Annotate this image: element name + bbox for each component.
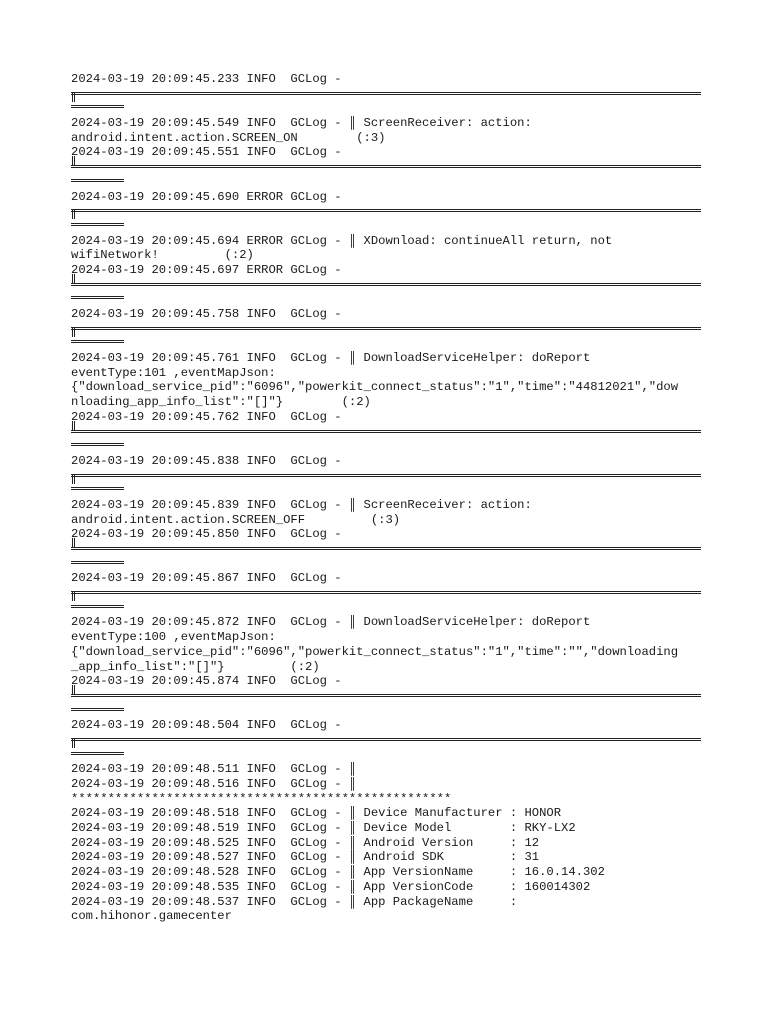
log-line: {"download_service_pid":"6096","powerkit_connect_status":"1","time":"44812021","dow (71, 380, 679, 395)
double-rule-stub (71, 296, 124, 299)
log-line: 2024-03-19 20:09:48.535 INFO GCLog - ║ App VersionCode : 160014302 (71, 879, 591, 894)
box-bottom-border (71, 542, 701, 557)
double-rule-stub (71, 105, 124, 108)
box-bottom-border (71, 278, 701, 293)
box-corner (72, 685, 75, 695)
log-line: wifiNetwork! (:2) (71, 248, 254, 263)
border-continuation (71, 601, 701, 616)
log-line: android.intent.action.SCREEN_ON (:3) (71, 130, 386, 145)
box-top-border (71, 204, 701, 219)
log-line: 2024-03-19 20:09:45.874 INFO GCLog - (71, 674, 342, 689)
log-line: eventType:100 ,eventMapJson: (71, 630, 276, 645)
log-line: **************************************************** (71, 791, 452, 806)
box-corner (72, 591, 75, 601)
double-rule (71, 165, 701, 168)
log-line: 2024-03-19 20:09:45.838 INFO GCLog - (71, 453, 342, 468)
double-rule (71, 92, 701, 95)
double-rule (71, 694, 701, 697)
log-line: 2024-03-19 20:09:45.839 INFO GCLog - ║ ScreenReceiver: action: (71, 497, 532, 512)
log-line: eventType:101 ,eventMapJson: (71, 365, 276, 380)
double-rule-stub (71, 179, 124, 182)
double-rule (71, 283, 701, 286)
box-bottom-border (71, 689, 701, 704)
box-corner (72, 92, 75, 102)
box-bottom-border (71, 425, 701, 440)
double-rule-stub (71, 487, 124, 490)
log-line: nloading_app_info_list":"[]"} (:2) (71, 395, 371, 410)
double-rule-stub (71, 223, 124, 226)
border-continuation (71, 175, 701, 190)
log-line: 2024-03-19 20:09:48.504 INFO GCLog - (71, 718, 342, 733)
double-rule (71, 591, 701, 594)
log-line: {"download_service_pid":"6096","powerkit_connect_status":"1","time":"","downloading (71, 644, 679, 659)
log-line: 2024-03-19 20:09:45.233 INFO GCLog - (71, 72, 342, 86)
box-corner (72, 738, 75, 748)
log-line: 2024-03-19 20:09:45.694 ERROR GCLog - ║ XDownload: continueAll return, not (71, 233, 613, 248)
log-line: 2024-03-19 20:09:45.872 INFO GCLog - ║ DownloadServiceHelper: doReport (71, 615, 591, 630)
border-continuation (71, 483, 701, 498)
box-corner (72, 209, 75, 219)
double-rule (71, 738, 701, 741)
log-line: 2024-03-19 20:09:48.537 INFO GCLog - ║ App PackageName : (71, 894, 518, 909)
border-continuation (71, 292, 701, 307)
double-rule-stub (71, 443, 124, 446)
log-line: _app_info_list":"[]"} (:2) (71, 659, 320, 674)
log-line: 2024-03-19 20:09:45.697 ERROR GCLog - (71, 262, 342, 277)
log-line: 2024-03-19 20:09:48.527 INFO GCLog - ║ Android SDK : 31 (71, 850, 540, 865)
box-corner (72, 538, 75, 548)
box-corner (72, 474, 75, 484)
box-top-border (71, 733, 701, 748)
log-line: 2024-03-19 20:09:48.528 INFO GCLog - ║ App VersionName : 16.0.14.302 (71, 865, 605, 880)
log-line: 2024-03-19 20:09:45.690 ERROR GCLog - (71, 189, 342, 204)
log-line: 2024-03-19 20:09:48.511 INFO GCLog - ║ (71, 762, 357, 777)
border-continuation (71, 748, 701, 763)
border-continuation (71, 219, 701, 234)
box-top-border (71, 586, 701, 601)
log-line: 2024-03-19 20:09:48.525 INFO GCLog - ║ Android Version : 12 (71, 835, 540, 850)
log-line: 2024-03-19 20:09:45.551 INFO GCLog - (71, 145, 342, 160)
log-line: 2024-03-19 20:09:45.549 INFO GCLog - ║ ScreenReceiver: action: (71, 116, 532, 131)
double-rule-stub (71, 340, 124, 343)
box-corner (72, 421, 75, 431)
double-rule (71, 430, 701, 433)
border-continuation (71, 439, 701, 454)
log-line: 2024-03-19 20:09:45.850 INFO GCLog - (71, 527, 342, 542)
border-continuation (71, 101, 701, 116)
double-rule (71, 209, 701, 212)
log-line: 2024-03-19 20:09:48.519 INFO GCLog - ║ Device Model : RKY-LX2 (71, 821, 576, 836)
double-rule-stub (71, 752, 124, 755)
log-line: 2024-03-19 20:09:48.518 INFO GCLog - ║ Device Manufacturer : HONOR (71, 806, 562, 821)
box-corner (72, 156, 75, 166)
double-rule (71, 474, 701, 477)
box-corner (72, 274, 75, 284)
border-continuation (71, 557, 701, 572)
log-line: com.hihonor.gamecenter (71, 909, 232, 924)
log-line: 2024-03-19 20:09:45.758 INFO GCLog - (71, 307, 342, 321)
log-document (71, 72, 701, 924)
log-line: 2024-03-19 20:09:45.762 INFO GCLog - (71, 409, 342, 424)
box-top-border (71, 87, 701, 102)
log-line: 2024-03-19 20:09:45.761 INFO GCLog - ║ DownloadServiceHelper: doReport (71, 351, 591, 366)
double-rule (71, 327, 701, 330)
log-line: android.intent.action.SCREEN_OFF (:3) (71, 512, 401, 527)
log-line: 2024-03-19 20:09:48.516 INFO GCLog - ║ (71, 777, 357, 791)
double-rule-stub (71, 561, 124, 564)
log-line: 2024-03-19 20:09:45.867 INFO GCLog - (71, 571, 342, 586)
box-top-border (71, 469, 701, 484)
double-rule (71, 547, 701, 550)
box-bottom-border (71, 160, 701, 175)
double-rule-stub (71, 708, 124, 711)
border-continuation (71, 704, 701, 719)
double-rule-stub (71, 605, 124, 608)
box-top-border (71, 322, 701, 337)
border-continuation (71, 336, 701, 351)
box-corner (72, 327, 75, 337)
